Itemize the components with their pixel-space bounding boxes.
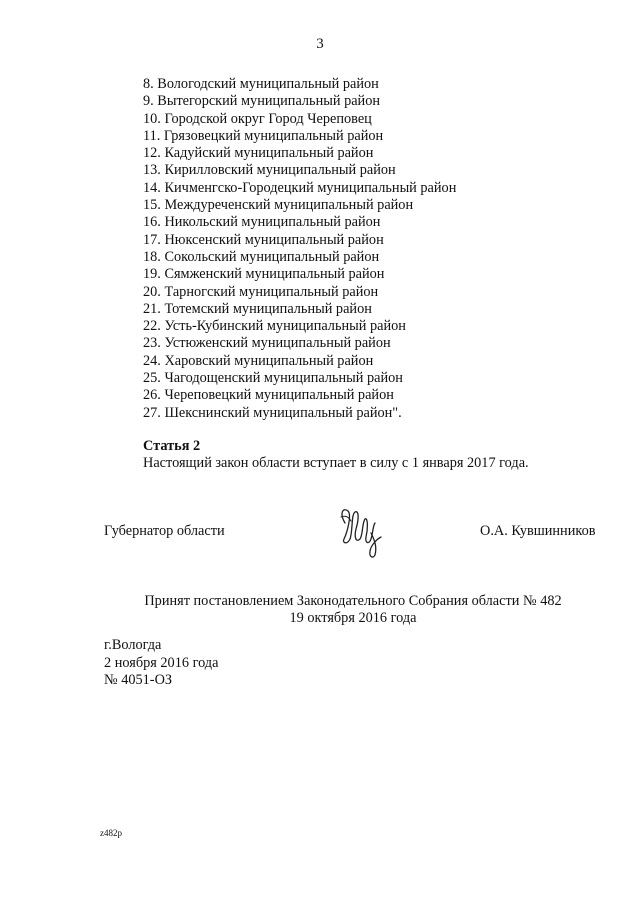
- adoption-note: [0, 593, 640, 627]
- list-item: 13. Кирилловский муниципальный район: [143, 162, 396, 179]
- list-item: 18. Сокольский муниципальный район: [143, 248, 380, 265]
- list-item: 22. Усть-Кубинский муниципальный район: [143, 318, 406, 335]
- list-item: 26. Череповецкий муниципальный район: [143, 387, 394, 404]
- list-item: 27. Шекснинский муниципальный район".: [143, 404, 402, 421]
- list-item: 12. Кадуйский муниципальный район: [143, 145, 374, 162]
- governor-title: Губернатор области: [104, 523, 225, 539]
- governor-name: О.А. Кувшинников: [480, 523, 596, 539]
- list-item: 14. Кичменгско-Городецкий муниципальный район: [143, 179, 457, 196]
- footer-date: 2 ноября 2016 года: [104, 654, 219, 671]
- list-item: 16. Никольский муниципальный район: [143, 214, 381, 231]
- list-item: 19. Сямженский муниципальный район: [143, 266, 385, 283]
- footer-block: [104, 637, 218, 690]
- list-item: 20. Тарногский муниципальный район: [143, 283, 379, 300]
- page-number: 3: [316, 36, 324, 52]
- footer-number: № 4051-ОЗ: [104, 672, 173, 688]
- article-text: Настоящий закон области вступает в силу с 1 января 2017 года.: [143, 455, 529, 471]
- list-item: 23. Устюженский муниципальный район: [143, 335, 391, 352]
- article-heading: Статья 2: [143, 438, 201, 454]
- adoption-line-2: 19 октября 2016 года: [289, 610, 417, 626]
- footer-city: г.Вологда: [104, 637, 162, 653]
- list-item: 17. Нюксенский муниципальный район: [143, 231, 384, 248]
- signature-image: [335, 503, 385, 559]
- list-item: 15. Междуреченский муниципальный район: [143, 197, 414, 214]
- list-item: 21. Тотемский муниципальный район: [143, 300, 372, 317]
- document-code: z482p: [100, 828, 122, 838]
- list-item: 9. Вытегорский муниципальный район: [143, 93, 381, 110]
- list-item: 10. Городской округ Город Череповец: [143, 110, 372, 127]
- list-item: 24. Харовский муниципальный район: [143, 352, 374, 369]
- district-list: [143, 76, 456, 422]
- adoption-line-1: Принят постановлением Законодательного Собрания области № 482: [144, 593, 562, 609]
- list-item: 25. Чагодощенский муниципальный район: [143, 370, 403, 387]
- list-item: 8. Вологодский муниципальный район: [143, 76, 379, 92]
- list-item: 11. Грязовецкий муниципальный район: [143, 127, 384, 144]
